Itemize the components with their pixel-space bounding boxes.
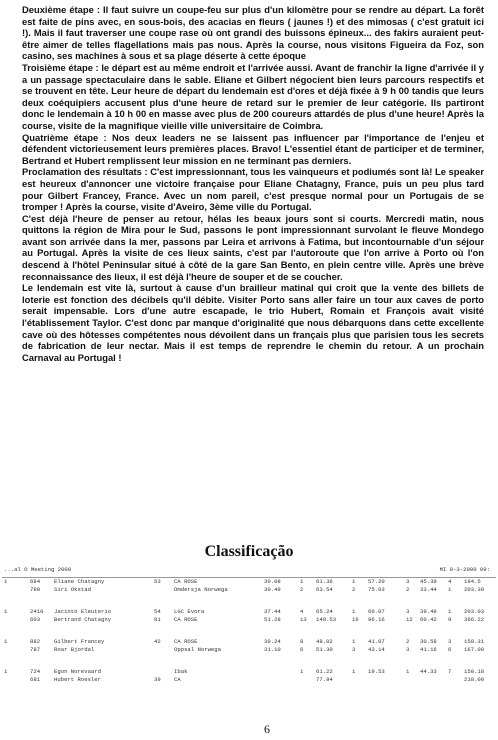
club-name: CA <box>174 676 181 683</box>
total-time: 203.03 <box>464 608 485 615</box>
stage2-time: 65.24 <box>316 608 333 615</box>
table-row <box>2 646 496 654</box>
stage4-rank: 1 <box>448 608 452 615</box>
bib-number: 780 <box>30 586 41 593</box>
category-number: 81 <box>154 616 161 623</box>
competitor-name: Jacinto Eleuterio <box>54 608 112 615</box>
stage3-rank: 2 <box>406 638 410 645</box>
results-header-event: ...al O Meeting 2000 <box>4 566 72 573</box>
stage3-rank: 2 <box>406 586 410 593</box>
stage1-rank: 8 <box>300 638 304 645</box>
position: 1 <box>4 608 8 615</box>
stage4-time: 39.49 <box>420 608 437 615</box>
paragraph-troisieme-etape: Troisième étape : le départ est au même endroit et l'arrivée aussi. Avant de franchir la ligne d'arrivée il y a un passage spectaculaire dans le sable. Eliane et Gilbert négocient bien leurs parcours respectifs et se trouvent en tête. Leur heure de départ du lendemain est d'ores et déjà fixée à 9 h 00 tandis que leurs deux coéquipiers accusent plus d'une heure de retard sur le premier de leur catégorie. Ils partiront donc le lendemain à 10 h 00 en masse avec plus de 200 coureurs attardés de plus d'une heure! Après la course, visite de la magnifique vieille ville universitaire de Coimbra. <box>22 61 484 131</box>
total-time: 218.00 <box>464 676 485 683</box>
stage1-rank: 1 <box>300 578 304 585</box>
bib-number: 2410 <box>30 608 44 615</box>
club-name: CA ROSE <box>174 578 198 585</box>
total-time: 194.5 <box>464 578 481 585</box>
club-name: Ibak <box>174 668 188 675</box>
paragraph-deuxieme-etape: Deuxième étape : Il faut suivre un coupe-feu sur plus d'un kilomètre pour se rendre au départ. La forêt est faite de pins avec, en sous-bois, des acacias en fleurs ( jaunes !) et des mimosas ( c'est gratuit ici !). Mais il faut traverser une coupe rase où ont grandi des buissons épineux... des fakirs auraient peut-être aimer de telles flagellations mais pas nous. Après la course, nous visitons Figueira da Foz, son casino, ses machines à sous et sa plage déserte à cette époque <box>22 4 484 62</box>
paragraph-proclamation: Proclamation des résultats : C'est impressionnant, tous les vainqueurs et podiumés sont là! Le speaker est heureux d'annoncer une victoire française pour Eliane Chatagny, France, puis un peu plus tard pour Gilbert Francey, France. Avec un nom pareil, c'est presque normal pour un Portugais de se tromper ! Après la course, visite d'Aveiro, 3ème ville du Portugal. <box>22 166 484 213</box>
stage1-rank: 1 <box>300 668 304 675</box>
position: 1 <box>4 578 8 585</box>
page-number: 6 <box>264 722 270 736</box>
stage1-rank: 13 <box>300 616 307 623</box>
competitor-name: Siri Okstad <box>54 586 91 593</box>
stage3-time: 75.03 <box>368 586 385 593</box>
stage4-time: 30.58 <box>420 638 437 645</box>
stage4-rank: 6 <box>448 646 452 653</box>
stage1-time: 30.24 <box>264 638 281 645</box>
table-row <box>2 586 496 594</box>
stage4-rank: 9 <box>448 616 452 623</box>
stage2-rank: 1 <box>352 668 356 675</box>
stage3-time: 57.20 <box>368 578 385 585</box>
stage2-time: 48.02 <box>316 638 333 645</box>
total-time: 150.18 <box>464 668 485 675</box>
bib-number: 684 <box>30 578 41 585</box>
stage3-rank: 3 <box>406 646 410 653</box>
results-table <box>2 565 496 698</box>
position: 1 <box>4 668 8 675</box>
total-time: 203.30 <box>464 586 485 593</box>
stage1-time: 30.49 <box>264 586 281 593</box>
table-row <box>2 616 496 624</box>
paragraph-lendemain: Le lendemain est vite là, surtout à cause d'un brailleur matinal qui croit que la vente des billets de loterie est fonction des décibels qu'il débite. Visiter Porto sans aller faire un tour aux caves de porto serait impensable. Lors d'une autre escapade, le trio Hubert, Romain et François avait visité l'établissement Taylor. C'est donc par manque d'originalité que nous débarquons dans cette excellente cave où des hôtesses compétentes nous dévoilent dans un français plus que parisien tous les secrets de fabrication de leur nectar. Mais il est temps de reprendre le chemin du retour. A un prochain Carnaval au Portugal ! <box>22 282 484 363</box>
stage3-rank: 3 <box>406 608 410 615</box>
stage2-time: 51.30 <box>316 646 333 653</box>
stage4-rank: 4 <box>448 578 452 585</box>
stage3-rank: 3 <box>406 578 410 585</box>
category-number: 39 <box>154 676 161 683</box>
competitor-name: Eliane Chatagny <box>54 578 105 585</box>
total-time: 167.00 <box>464 646 485 653</box>
stage2-rank: 3 <box>352 646 356 653</box>
results-group <box>2 608 496 638</box>
results-group <box>2 638 496 668</box>
club-name: CA ROSE <box>174 638 198 645</box>
results-header <box>2 565 496 578</box>
results-header-date: MI 8-3-2000 09: <box>439 566 490 573</box>
stage4-rank: 1 <box>448 586 452 593</box>
stage3-rank: 1 <box>406 668 410 675</box>
stage2-rank: 1 <box>352 608 356 615</box>
club-name: Oppsal Norwega <box>174 646 221 653</box>
club-name: LGC Evora <box>174 608 205 615</box>
position: 1 <box>4 638 8 645</box>
stage4-time: 33.44 <box>420 586 437 593</box>
stage3-time: 41.07 <box>368 638 385 645</box>
stage3-time: 60.07 <box>368 608 385 615</box>
stage3-time: 43.14 <box>368 646 385 653</box>
category-number: 53 <box>154 578 161 585</box>
category-number: 54 <box>154 608 161 615</box>
stage1-time: 37.44 <box>264 608 281 615</box>
stage2-rank: 1 <box>352 578 356 585</box>
table-row <box>2 668 496 676</box>
results-group <box>2 578 496 608</box>
table-row <box>2 608 496 616</box>
competitor-name: Egon Norevaard <box>54 668 101 675</box>
stage4-rank: 7 <box>448 668 452 675</box>
table-row <box>2 676 496 684</box>
results-group <box>2 668 496 698</box>
bib-number: 603 <box>30 616 41 623</box>
stage1-rank: 2 <box>300 586 304 593</box>
competitor-name: Gilbert Francey <box>54 638 105 645</box>
club-name: Omdersja Norwega <box>174 586 228 593</box>
stage2-rank: 1 <box>352 638 356 645</box>
stage2-time: 63.54 <box>316 586 333 593</box>
stage2-rank: 2 <box>352 586 356 593</box>
stage2-time: 61.22 <box>316 668 333 675</box>
competitor-name: Roar Bjordal <box>54 646 95 653</box>
stage1-rank: 4 <box>300 608 304 615</box>
club-name: CA ROSE <box>174 616 198 623</box>
stage3-time: 19.53 <box>368 668 385 675</box>
competitor-name: Bertrand Chatagny <box>54 616 112 623</box>
stage3-time: 96.16 <box>368 616 385 623</box>
article-body <box>22 4 484 363</box>
table-row <box>2 638 496 646</box>
paragraph-quatrieme-etape: Quatrième étape : Nos deux leaders ne se laissent pas influencer par l'importance de l'enjeu et défendent victorieusement leurs premières places. Bravo! L'essentiel étant de participer et de terminer, Bertrand et Hubert remplissent leur mission en ne terminant pas derniers. <box>22 131 484 166</box>
stage1-time: 30.08 <box>264 578 281 585</box>
classification-title: Classificação <box>204 543 294 560</box>
stage4-time: 45.39 <box>420 578 437 585</box>
stage4-rank: 3 <box>448 638 452 645</box>
total-time: 366.22 <box>464 616 485 623</box>
bib-number: 681 <box>30 676 41 683</box>
stage4-time: 60.42 <box>420 616 437 623</box>
stage2-time: 149.53 <box>316 616 337 623</box>
bib-number: 724 <box>30 668 41 675</box>
stage1-rank: 6 <box>300 646 304 653</box>
stage1-time: 31.10 <box>264 646 281 653</box>
bib-number: 882 <box>30 638 41 645</box>
stage2-time: 77.94 <box>316 676 333 683</box>
competitor-name: Hubert Roesler <box>54 676 101 683</box>
stage1-time: 51.28 <box>264 616 281 623</box>
table-row <box>2 578 496 586</box>
stage4-time: 44.33 <box>420 668 437 675</box>
stage2-rank: 16 <box>352 616 359 623</box>
bib-number: 787 <box>30 646 41 653</box>
category-number: 42 <box>154 638 161 645</box>
stage2-time: 61.36 <box>316 578 333 585</box>
stage4-time: 41.16 <box>420 646 437 653</box>
total-time: 150.31 <box>464 638 485 645</box>
paragraph-retour: C'est déjà l'heure de penser au retour, hélas les beaux jours sont si courts. Mercredi matin, nous quittons la région de Mira pour le Sud, passons le pont impressionnant survolant le fleuve Mondego avant son arrivée dans la mer, passons par Leira et arrivons à Fatima, but incontournable d'un séjour au Portugal. Après la visite de ces lieux saints, c'est par l'autoroute que l'on arrive à Porto où l'on descend à l'hôtel Peninsular situé à côté de la gare San Bento, en plein centre ville. Après une brève reconnaissance des lieux, il est déjà l'heure de souper et de se coucher. <box>22 212 484 282</box>
stage3-rank: 12 <box>406 616 413 623</box>
